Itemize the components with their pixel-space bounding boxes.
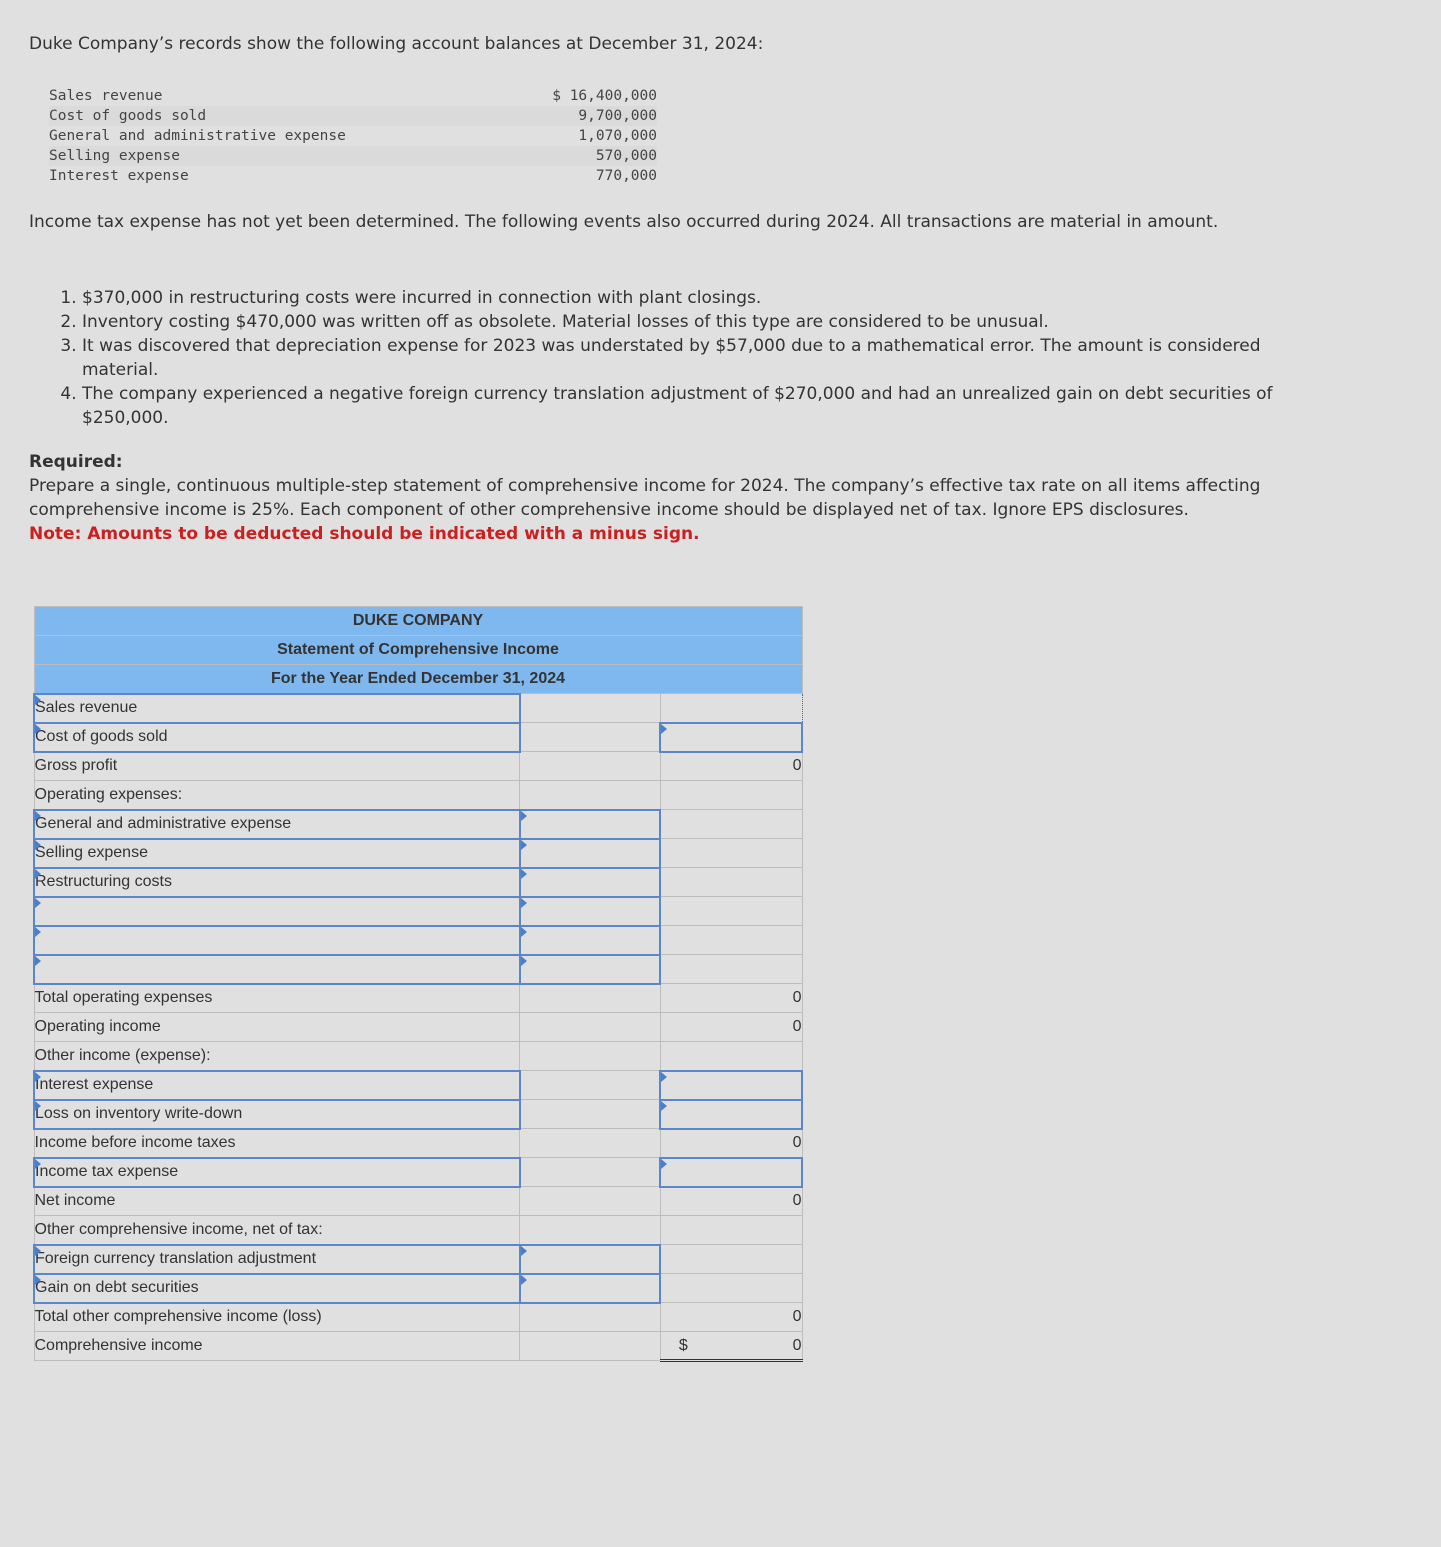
event-item: 3. It was discovered that depreciation expense for 2023 was understated by $57,000 due to a mathematical error. The amount is considered material. [82,334,1279,382]
amount-cell [520,1100,661,1129]
statement-title: Statement of Comprehensive Income [34,636,802,665]
currency-symbol: $ [678,1336,688,1354]
loss-inventory-input[interactable] [660,1100,802,1129]
cogs-input[interactable] [660,723,802,752]
net-income-label: Net income [34,1187,520,1216]
table-row [34,984,802,1013]
balance-row [49,146,657,166]
table-row [34,1274,802,1303]
required-text: Prepare a single, continuous multiple-step statement of comprehensive income for 2024. The company’s effective tax rate on all items affecting comprehensive income is 25%. Each component of other comprehensive income should be displayed net of tax. Ignore EPS disclosures. [29,476,1261,520]
required-section [29,450,1299,546]
balance-label: Cost of goods sold [49,108,207,124]
comprehensive-income-value: 0 [792,1336,802,1354]
event-item: 4. The company experienced a negative foreign currency translation adjustment of $270,000 and had an unrealized gain on debt securities of $250,000. [82,382,1279,430]
table-row [34,781,802,810]
balance-label: Sales revenue [49,88,163,104]
table-row [34,1013,802,1042]
intro-text: Duke Company’s records show the following account balances at December 31, 2024: [29,34,764,54]
gross-profit-value: 0 [660,752,802,781]
comprehensive-income-cell [660,1332,802,1361]
gain-debt-input[interactable] [520,1274,661,1303]
company-name: DUKE COMPANY [34,607,802,636]
table-row [34,1129,802,1158]
table-row [34,694,802,723]
income-tax-input[interactable] [660,1158,802,1187]
restructuring-input[interactable] [520,868,661,897]
table-row [34,955,802,984]
cogs-label-select[interactable]: Cost of goods sold [34,723,520,752]
statement-table [33,606,803,1362]
comprehensive-income-label: Comprehensive income [34,1332,520,1361]
blank-label-select[interactable] [34,955,520,984]
table-row [34,926,802,955]
table-row [34,810,802,839]
amount-cell [520,781,661,810]
ga-expense-label-select[interactable]: General and administrative expense [34,810,520,839]
table-row [34,752,802,781]
minus-sign-note: Note: Amounts to be deducted should be indicated with a minus sign. [29,524,700,544]
amount-cell [520,1303,661,1332]
blank-label-select[interactable] [34,897,520,926]
amount-cell [660,926,802,955]
operating-expenses-heading: Operating expenses: [34,781,520,810]
amount-cell [520,1071,661,1100]
table-row [34,1158,802,1187]
amount-cell [520,1332,661,1361]
table-row [34,723,802,752]
balance-value: 570,000 [595,148,657,164]
amount-cell [660,1042,802,1071]
amount-cell [660,839,802,868]
tax-note: Income tax expense has not yet been determined. The following events also occurred during 2024. All transactions are material in amount. [29,212,1219,232]
restructuring-label-select[interactable]: Restructuring costs [34,868,520,897]
amount-cell [520,752,661,781]
amount-cell [520,1216,661,1245]
amount-cell [660,1245,802,1274]
table-row [34,897,802,926]
income-tax-label-select[interactable]: Income tax expense [34,1158,520,1187]
balance-row [49,106,657,126]
other-income-heading: Other income (expense): [34,1042,520,1071]
table-row [34,1245,802,1274]
operating-income-value: 0 [660,1013,802,1042]
blank-amount-input[interactable] [520,926,661,955]
amount-cell [520,984,661,1013]
oci-heading: Other comprehensive income, net of tax: [34,1216,520,1245]
blank-amount-input[interactable] [520,897,661,926]
fx-adjustment-input[interactable] [520,1245,661,1274]
table-row [34,1303,802,1332]
interest-expense-input[interactable] [660,1071,802,1100]
loss-inventory-label-select[interactable]: Loss on inventory write-down [34,1100,520,1129]
balance-value: 770,000 [595,168,657,184]
table-row [34,1216,802,1245]
amount-cell [520,723,661,752]
fx-adjustment-label-select[interactable]: Foreign currency translation adjustment [34,1245,520,1274]
amount-cell [660,955,802,984]
balance-value: 9,700,000 [578,108,657,124]
table-row [34,1071,802,1100]
blank-amount-input[interactable] [520,955,661,984]
sales-revenue-input[interactable] [660,694,802,723]
balance-row [49,126,657,146]
table-row [34,839,802,868]
required-heading: Required: [29,452,123,472]
total-oci-value: 0 [660,1303,802,1332]
blank-label-select[interactable] [34,926,520,955]
event-item: 1. $370,000 in restructuring costs were incurred in connection with plant closings. [82,286,1279,310]
interest-expense-label-select[interactable]: Interest expense [34,1071,520,1100]
amount-cell [520,694,661,723]
table-row [34,1042,802,1071]
total-oci-label: Total other comprehensive income (loss) [34,1303,520,1332]
amount-cell [520,1013,661,1042]
ga-expense-input[interactable] [520,810,661,839]
income-before-tax-value: 0 [660,1129,802,1158]
statement-period: For the Year Ended December 31, 2024 [34,665,802,694]
total-operating-value: 0 [660,984,802,1013]
selling-expense-label-select[interactable]: Selling expense [34,839,520,868]
balance-row [49,166,657,186]
balance-row [49,86,657,106]
income-before-tax-label: Income before income taxes [34,1129,520,1158]
operating-income-label: Operating income [34,1013,520,1042]
account-balances [49,86,657,186]
amount-cell [520,1158,661,1187]
net-income-value: 0 [660,1187,802,1216]
amount-cell [660,810,802,839]
events-list [29,286,1279,430]
amount-cell [520,1187,661,1216]
sales-revenue-label-select[interactable]: Sales revenue [34,694,520,723]
balance-value: $ 16,400,000 [552,88,657,104]
gain-debt-label-select[interactable]: Gain on debt securities [34,1274,520,1303]
amount-cell [660,781,802,810]
balance-label: General and administrative expense [49,128,346,144]
balance-value: 1,070,000 [578,128,657,144]
amount-cell [660,1274,802,1303]
amount-cell [520,1129,661,1158]
table-row [34,1332,802,1361]
amount-cell [660,897,802,926]
amount-cell [660,1216,802,1245]
table-row [34,868,802,897]
table-row [34,1100,802,1129]
balance-label: Interest expense [49,168,189,184]
gross-profit-label: Gross profit [34,752,520,781]
selling-expense-input[interactable] [520,839,661,868]
amount-cell [660,868,802,897]
event-item: 2. Inventory costing $470,000 was written off as obsolete. Material losses of this type are considered to be unusual. [82,310,1279,334]
amount-cell [520,1042,661,1071]
balance-label: Selling expense [49,148,180,164]
table-row [34,1187,802,1216]
total-operating-label: Total operating expenses [34,984,520,1013]
